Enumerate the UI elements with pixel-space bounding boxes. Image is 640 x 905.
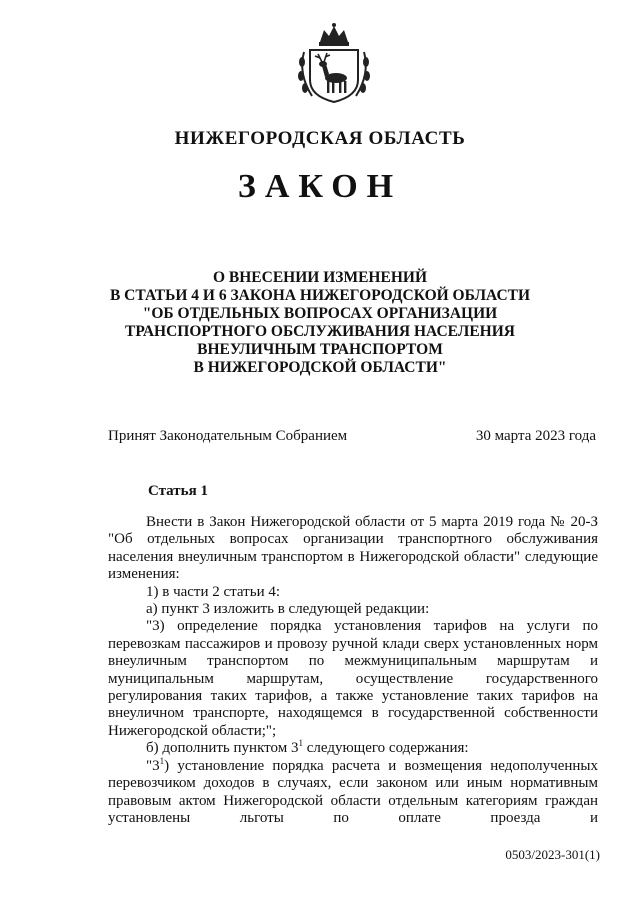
- law-title-line: ТРАНСПОРТНОГО ОБСЛУЖИВАНИЯ НАСЕЛЕНИЯ: [125, 323, 515, 340]
- document-code: 0503/2023-301(1): [505, 847, 600, 862]
- subitem-b-text: б) дополнить пунктом 3: [146, 740, 299, 757]
- subitem-a: а) пункт 3 изложить в следующей редакции:: [146, 601, 430, 618]
- law-title-line: В НИЖЕГОРОДСКОЙ ОБЛАСТИ": [193, 359, 447, 376]
- article-body: [108, 514, 598, 827]
- law-title-line: О ВНЕСЕНИИ ИЗМЕНЕНИЙ: [212, 269, 427, 286]
- region-name: НИЖЕГОРОДСКАЯ ОБЛАСТЬ: [174, 128, 466, 149]
- document-type: ЗАКОН: [237, 168, 403, 205]
- point-3-1-start: "3: [146, 757, 160, 774]
- law-title-line: "ОБ ОТДЕЛЬНЫХ ВОПРОСАХ ОРГАНИЗАЦИИ: [142, 305, 498, 322]
- subitem-b: [108, 740, 598, 757]
- intro-paragraph: Внести в Закон Нижегородской области от 5 марта 2019 года № 20-З "Об отдельных вопросах организации транспортного обслуживания населения внеуличным транспортом в Нижегородской области" следующие изменения:: [108, 514, 598, 583]
- article-heading: Статья 1: [148, 483, 208, 499]
- point-3-1-text: [108, 755, 598, 828]
- law-title-line: В СТАТЬИ 4 И 6 ЗАКОНА НИЖЕГОРОДСКОЙ ОБЛАСТИ: [109, 287, 531, 304]
- law-title: [0, 269, 640, 377]
- item-1: 1) в части 2 статьи 4:: [146, 583, 281, 600]
- coat-of-arms-icon: [294, 22, 374, 104]
- law-title-line: ВНЕУЛИЧНЫМ ТРАНСПОРТОМ: [197, 341, 443, 358]
- superscript: 1: [298, 738, 303, 749]
- adoption-date: 30 марта 2023 года: [475, 428, 596, 444]
- adopted-by: Принят Законодательным Собранием: [108, 428, 348, 444]
- subitem-b-text-end: следующего содержания:: [302, 740, 469, 757]
- point-3-text: "3) определение порядка установления тарифов на услуги по перевозкам пассажиров и провозу ручной клади сверх установленных норм внеуличным транспортом по межмуниципальным маршрутам и муниципальным маршрутам, осуществление государственного регулирования таких тарифов, а также установление таких тарифов на внеуличном транспорте, находящемся в государственной собственности Нижегородской области;";: [108, 618, 598, 739]
- point-3-1-body: ) установление порядка расчета и возмещения недополученных перевозчиком доходов в случаях, если законом или иным нормативным правовым актом Нижегородской области отдельным категориям граждан установлены льготы по оплате проезда и: [108, 757, 598, 826]
- superscript: 1: [159, 755, 165, 766]
